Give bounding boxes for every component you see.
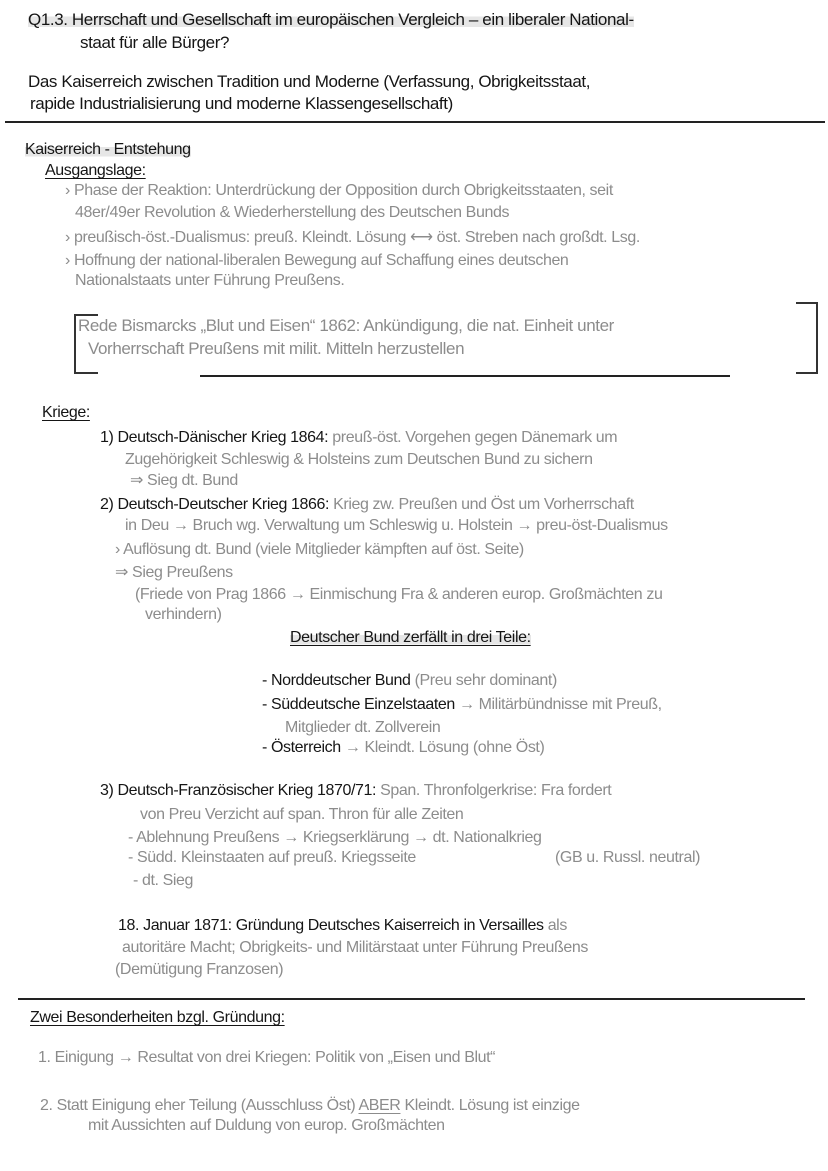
note-line: ⇒ Sieg dt. Bund	[130, 472, 238, 489]
note-line: - dt. Sieg	[133, 872, 194, 889]
subtitle-line-2: rapide Industrialisierung und moderne Klassengesellschaft)	[30, 94, 453, 113]
teil-note: (Preu sehr dominant)	[414, 672, 557, 689]
teil-name: - Österreich	[262, 739, 341, 756]
gruendung-title: 18. Januar 1871: Gründung Deutsches Kaiserreich in Versailles	[118, 917, 544, 934]
gruendung	[118, 916, 567, 936]
war-3	[100, 781, 611, 801]
divider	[200, 375, 730, 377]
note-line: › Phase der Reaktion: Unterdrückung der Opposition durch Obrigkeitsstaaten, seit	[65, 182, 613, 199]
title-line-1	[28, 10, 634, 30]
note-line: - Ablehnung Preußens → Kriegserklärung → dt. Nationalkrieg	[128, 829, 542, 846]
war-2	[100, 495, 634, 515]
quote-line: Vorherrschaft Preußens mit milit. Mitteln herzustellen	[88, 339, 465, 358]
subtitle-line-1: Das Kaiserreich zwischen Tradition und Moderne (Verfassung, Obrigkeitsstaat,	[28, 72, 591, 91]
note-line: Nationalstaats unter Führung Preußens.	[75, 272, 345, 289]
divider	[5, 121, 825, 123]
point-2	[40, 1096, 580, 1116]
quote-line: Rede Bismarcks „Blut und Eisen“ 1862: Ankündigung, die nat. Einheit unter	[78, 316, 614, 335]
teile-heading	[290, 628, 531, 648]
point-2-text: Kleindt. Lösung ist einzige	[404, 1097, 580, 1114]
war-note: Krieg zw. Preußen und Öst um Vorherrschaft	[333, 496, 634, 513]
note-line: (Friede von Prag 1866 → Einmischung Fra & anderen europ. Großmächten zu	[135, 586, 663, 603]
teil-name: - Norddeutscher Bund	[262, 672, 411, 689]
war-title: 1) Deutsch-Dänischer Krieg 1864:	[100, 429, 329, 446]
bracket-right	[796, 302, 818, 374]
gruendung-note: als	[547, 917, 567, 934]
note-line: › Hoffnung der national-liberalen Bewegung auf Schaffung eines deutschen	[65, 252, 569, 269]
teil-note: Mitglieder dt. Zollverein	[285, 719, 441, 736]
title-line-2: staat für alle Bürger?	[80, 33, 230, 52]
war-note: Span. Thronfolgerkrise: Fra fordert	[380, 782, 612, 799]
note-line: › preußisch-öst.-Dualismus: preuß. Kleindt. Lösung ⟷ öst. Streben nach großdt. Lsg.	[65, 229, 640, 246]
section-heading-besonderheiten: Zwei Besonderheiten bzgl. Gründung:	[30, 1009, 285, 1026]
note-line: ⇒ Sieg Preußens	[115, 564, 233, 581]
title-text: Q1.3. Herrschaft und Gesellschaft im europäischen Vergleich – ein liberaler National-	[28, 10, 634, 29]
point-2-text: 2. Statt Einigung eher Teilung (Ausschluss Öst)	[40, 1097, 356, 1114]
note-line: 48er/49er Revolution & Wiederherstellung des Deutschen Bunds	[75, 204, 510, 221]
teil-item	[262, 671, 557, 691]
note-line: - Südd. Kleinstaaten auf preuß. Kriegsseite	[128, 849, 416, 866]
heading-text: Deutscher Bund zerfällt in drei Teile:	[290, 629, 531, 646]
point-2-cont: mit Aussichten auf Duldung von europ. Großmächten	[88, 1117, 445, 1134]
note-line: verhindern)	[145, 606, 222, 623]
note-line: (Demütigung Franzosen)	[115, 961, 284, 978]
point-1: 1. Einigung → Resultat von drei Kriegen: Politik von „Eisen und Blut“	[38, 1049, 496, 1066]
heading-text: Kaiserreich - Entstehung	[25, 141, 191, 158]
war-title: 2) Deutsch-Deutscher Krieg 1866:	[100, 496, 330, 513]
note-line: (GB u. Russl. neutral)	[555, 849, 701, 866]
section-heading-kriege: Kriege:	[42, 404, 90, 421]
note-line: von Preu Verzicht auf span. Thron für alle Zeiten	[140, 806, 464, 823]
war-note: preuß-öst. Vorgehen gegen Dänemark um	[332, 429, 618, 446]
war-1	[100, 428, 617, 448]
note-line: in Deu → Bruch wg. Verwaltung um Schleswig u. Holstein → preu-öst-Dualismus	[125, 517, 668, 534]
teil-note: → Kleindt. Lösung (ohne Öst)	[344, 739, 545, 756]
note-line: autoritäre Macht; Obrigkeits- und Militärstaat unter Führung Preußens	[122, 939, 588, 956]
teil-item	[262, 695, 662, 715]
note-line: › Auflösung dt. Bund (viele Mitglieder kämpften auf öst. Seite)	[115, 541, 524, 558]
subheading-ausgangslage: Ausgangslage:	[45, 162, 146, 179]
section-heading-entstehung	[25, 140, 191, 160]
teil-name: - Süddeutsche Einzelstaaten	[262, 696, 455, 713]
teil-note: → Militärbündnisse mit Preuß,	[458, 696, 662, 713]
divider	[18, 998, 805, 1000]
note-line: Zugehörigkeit Schleswig & Holsteins zum Deutschen Bund zu sichern	[125, 451, 593, 468]
war-title: 3) Deutsch-Französischer Krieg 1870/71:	[100, 782, 377, 799]
aber-emphasis: ABER	[358, 1097, 401, 1114]
teil-item	[262, 738, 544, 758]
